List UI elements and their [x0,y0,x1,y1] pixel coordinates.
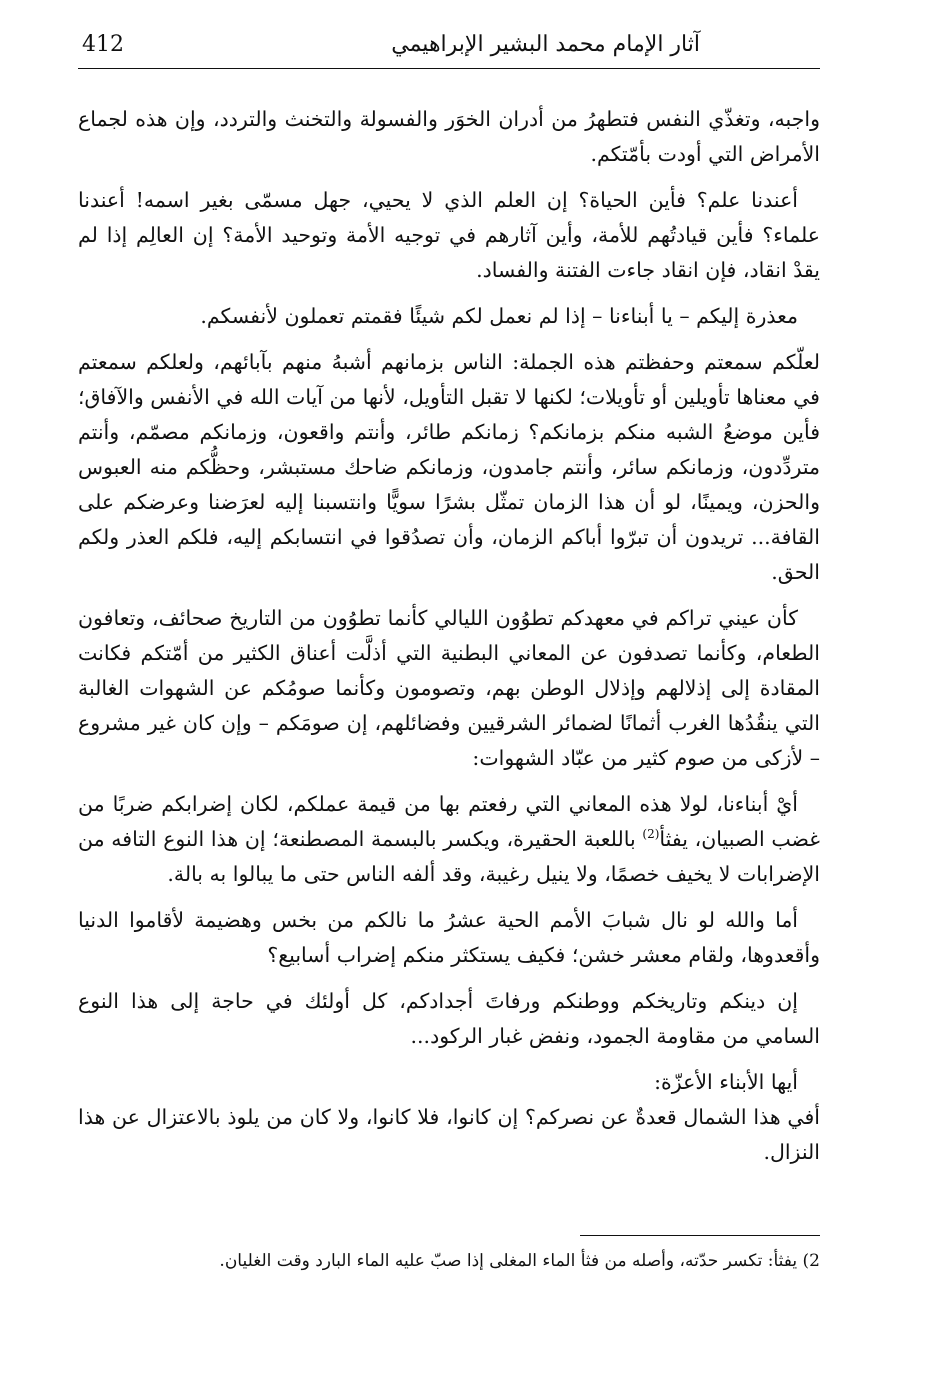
body-text [78,102,820,1181]
paragraph: أفي هذا الشمال قعدةٌ عن نصركم؟ إن كانوا، فلا كانوا، ولا كان من يلوذ بالاعتزال عن هذا النزال. [78,1105,820,1164]
footnote-rule [580,1235,820,1236]
paragraph-text: أيْ أبناءنا، لولا هذه المعاني التي رفعتم بها من قيمة عملكم، لكان إضرابكم ضربًا من غضب الصبيان، يفثأ [78,792,820,851]
running-title: آثار الإمام محمد البشير الإبراهيمي [391,32,700,57]
header-rule [78,68,820,69]
paragraph: لعلّكم سمعتم وحفظتم هذه الجملة: الناس بزمانهم أشبهُ منهم بآبائهم، ولعلكم سمعتم في معناها تأويلين أو تأويلات؛ لكنها لا تقبل التأويل، لأنها من آيات الله في الأنفس والآفاق؛ فأين موضعُ الشبه منكم بزمانكم؟ زمانكم طائر، وأنتم واقعون، وزمانكم مصمّم، وأنتم متردِّدون، وزمانكم سائر، وأنتم جامدون، وزمانكم ضاحك مستبشر، وحظُّكم منه العبوس والحزن، ويمينًا، لو أن هذا الزمان تمثّل بشرًا سويًّا وانتسبنا إليه لعرَضنا وعرضكم على القافة... تريدون أن تبرّوا أباكم الزمان، وأن تصدُقوا في انتسابكم إليه، فلكم العذر ولكم الحق. [78,350,820,584]
paragraph: كأن عيني تراكم في معهدكم تطوُون الليالي كأنما تطوُون من التاريخ صحائف، وتعافون الطعام، وكأنما تصدفون عن المعاني البطنية التي أذلَّت أعناق الكثير من أمّتكم فكانت المقادة إلى إذلالهم وإذلال الوطن بهم، وتصومون وكأنما صومُكم عن الشهوات الغالبة التي ينقُدُها الغرب أثمانًا لضمائر الشرقيين وفضائلهم، إن صومَكم – وإن كان غير مشروع – لأزكى من صوم كثير من عبّاد الشهوات: [78,606,820,770]
footnote-text: يفثأ: تكسر حدّته، وأصله من فثأ الماء المغلى إذا صبّ عليه الماء البارد وقت الغليان. [219,1251,798,1271]
paragraph: أيها الأبناء الأعزّة: [654,1070,798,1094]
paragraph: إن دينكم وتاريخكم ووطنكم ورفاتَ أجدادكم، كل أولئك في حاجة إلى هذا النوع السامي من مقاومة الجمود، ونفض غبار الركود... [78,989,820,1048]
paragraph: أما والله لو نال شبابَ الأمم الحية عشرُ ما نالكم من بخس وهضيمة لأقاموا الدنيا وأقعدوها، ولقام معشر خشن؛ فكيف يستكثر منكم إضراب أسابيع؟ [78,908,820,967]
paragraph-with-footnote [78,787,820,892]
paragraph: معذرة إليكم – يا أبناءنا – إذا لم نعمل لكم شيئًا فقمتم تعملون لأنفسكم. [200,304,798,328]
paragraph: أعندنا علم؟ فأين الحياة؟ إن العلم الذي لا يحيي، جهل مسمّى بغير اسمه! أعندنا علماء؟ فأين قيادتُهم للأمة، وأين آثارهم في توجيه الأمة وتوحيد الأمة؟ إن العالِم إذا لم يقدْ انقاد، فإن انقاد جاءت الفتنة والفساد. [78,188,820,282]
page-number: 412 [82,32,124,57]
paragraph: واجبه، وتغذّي النفس فتطهرُ من أدران الخوَر والفسولة والتخنث والتردد، وإن هذه لجماع الأمراض التي أودت بأمّتكم. [78,107,820,166]
footnote-number: 2) [802,1251,820,1271]
page-header [78,24,820,64]
paragraph-text: باللعبة الحقيرة، ويكسر بالبسمة المصطنعة؛ إن هذا النوع التافه من الإضرابات لا يخيف خصمًا، ولا ينيل رغيبة، وقد ألفه الناس حتى ما يبالوا به بالة. [78,827,820,886]
footnote-marker[interactable]: (2) [642,827,660,842]
footnote [78,1246,820,1276]
